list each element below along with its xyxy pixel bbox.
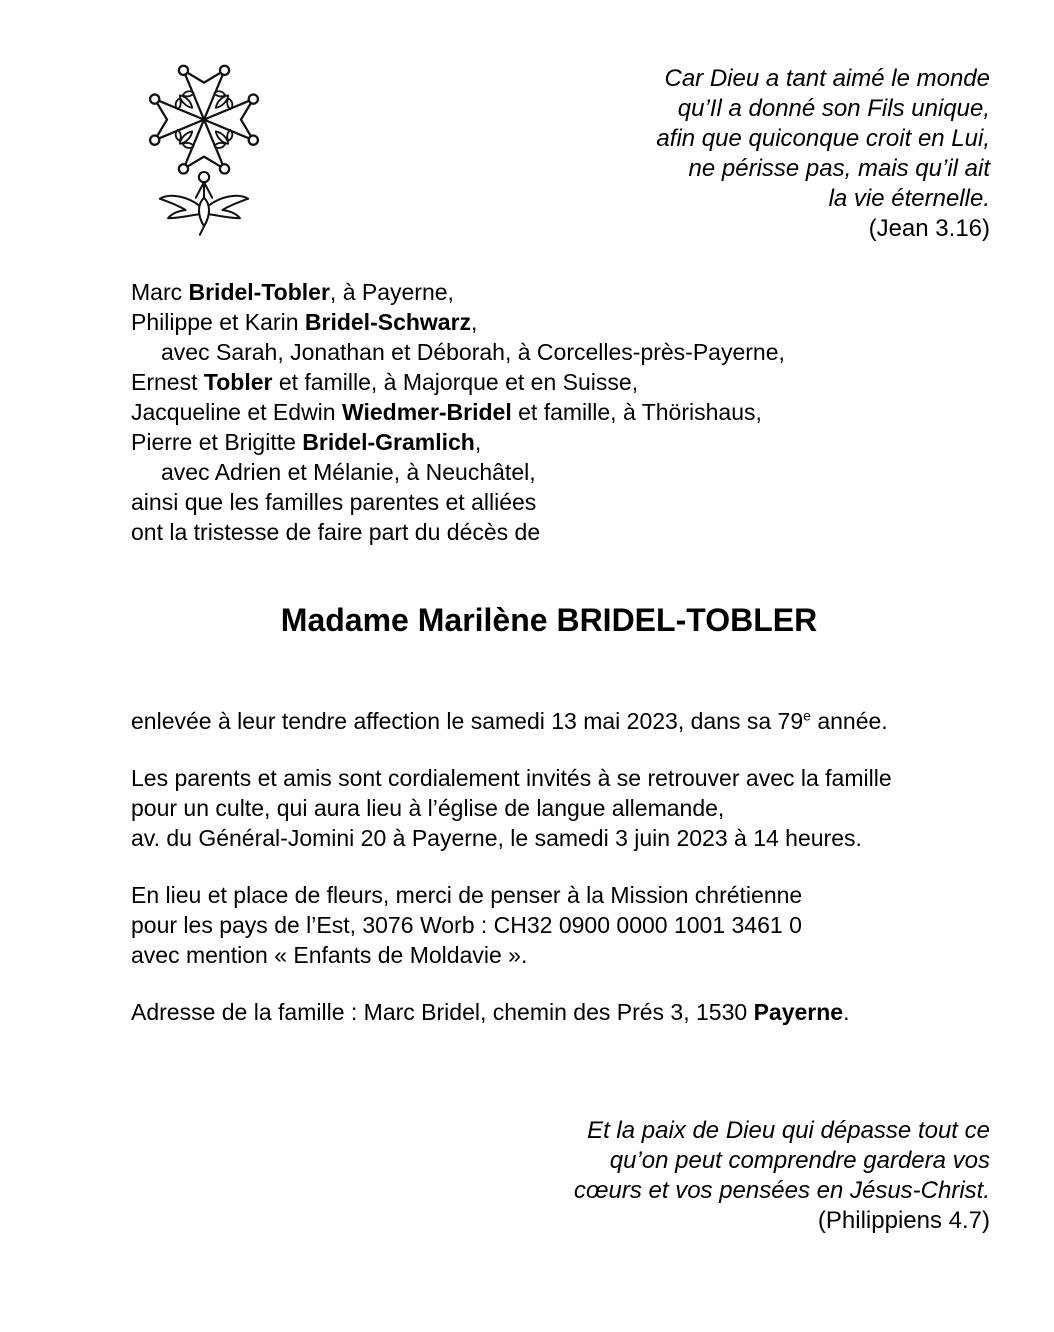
deceased-name-title: Madame Marilène BRIDEL-TOBLER [280, 602, 818, 638]
family-surname: Tobler [203, 369, 273, 395]
scripture-reference: (Philippiens 4.7) [817, 1207, 990, 1234]
family-line-text: ainsi que les familles parentes et alliées [131, 489, 537, 515]
scripture-reference: (Jean 3.16) [868, 215, 990, 242]
address-text: Adresse de la famille : Marc Bridel, chemin des Prés 3, 1530 [131, 999, 754, 1025]
ceremony-line: Les parents et amis sont cordialement invités à se retrouver avec la famille [131, 765, 892, 791]
dove-icon [160, 182, 248, 234]
family-member-line [131, 397, 785, 427]
opening-scripture-quote [490, 64, 990, 244]
quote-line: cœurs et vos pensées en Jésus-Christ. [573, 1177, 990, 1204]
quote-line: Et la paix de Dieu qui dépasse tout ce [587, 1117, 990, 1144]
family-closing-line [131, 487, 785, 517]
death-date-line [131, 706, 888, 736]
family-line-text: Jacqueline et Edwin [131, 399, 342, 425]
maltese-cross-icon [150, 66, 258, 174]
family-line-text: ont la tristesse de faire part du décès de [131, 519, 541, 545]
death-date-text: année. [810, 708, 888, 734]
donation-paragraph [131, 880, 802, 970]
family-line-text: et famille, à Thörishaus, [511, 399, 762, 425]
family-member-line [131, 457, 785, 487]
donation-line: En lieu et place de fleurs, merci de penser à la Mission chrétienne [131, 882, 803, 908]
address-text: . [843, 999, 850, 1025]
address-city: Payerne [753, 999, 844, 1025]
ceremony-line: pour un culte, qui aura lieu à l’église de langue allemande, [131, 795, 725, 821]
quote-line: afin que quiconque croit en Lui, [656, 125, 990, 152]
family-surname: Wiedmer-Bridel [341, 399, 512, 425]
quote-line: Car Dieu a tant aimé le monde [664, 65, 990, 92]
donation-line: avec mention « Enfants de Moldavie ». [131, 942, 528, 968]
family-line-text: et famille, à Majorque et en Suisse, [272, 369, 639, 395]
huguenot-cross-icon [130, 58, 278, 248]
family-line-text: avec Sarah, Jonathan et Déborah, à Corcelles-près-Payerne, [161, 339, 785, 365]
family-line-text: Ernest [131, 369, 204, 395]
quote-line: qu’Il a donné son Fils unique, [677, 95, 990, 122]
closing-scripture-quote [470, 1116, 990, 1236]
pendant-ring-icon [199, 172, 209, 182]
family-member-line [131, 277, 785, 307]
ordinal-superscript: e [803, 707, 811, 724]
ceremony-paragraph [131, 763, 892, 853]
family-member-line [131, 337, 785, 367]
family-line-text: avec Adrien et Mélanie, à Neuchâtel, [161, 459, 536, 485]
family-line-text: Pierre et Brigitte [131, 429, 303, 455]
donation-line: pour les pays de l’Est, 3076 Worb : CH32 0900 0000 1001 3461 0 [131, 912, 802, 938]
family-list [131, 277, 785, 547]
family-address-line [131, 997, 849, 1027]
family-line-text: , à Payerne, [329, 279, 454, 305]
family-line-text: , [471, 309, 478, 335]
death-date-text: enlevée à leur tendre affection le samedi 13 mai 2023, dans sa 79 [131, 708, 804, 734]
family-surname: Bridel-Gramlich [302, 429, 475, 455]
family-member-line [131, 427, 785, 457]
family-member-line [131, 307, 785, 337]
family-line-text: , [474, 429, 482, 455]
family-surname: Bridel-Tobler [188, 279, 330, 305]
family-line-text: Marc [131, 279, 189, 305]
ceremony-line: av. du Général-Jomini 20 à Payerne, le samedi 3 juin 2023 à 14 heures. [131, 825, 862, 851]
quote-line: qu’on peut comprendre gardera vos [609, 1147, 990, 1174]
family-closing-line [131, 517, 785, 547]
family-line-text: Philippe et Karin [131, 309, 305, 335]
family-surname: Bridel-Schwarz [304, 309, 472, 335]
family-member-line [131, 367, 785, 397]
quote-line: ne périsse pas, mais qu’il ait [688, 155, 990, 182]
quote-line: la vie éternelle. [828, 185, 990, 212]
